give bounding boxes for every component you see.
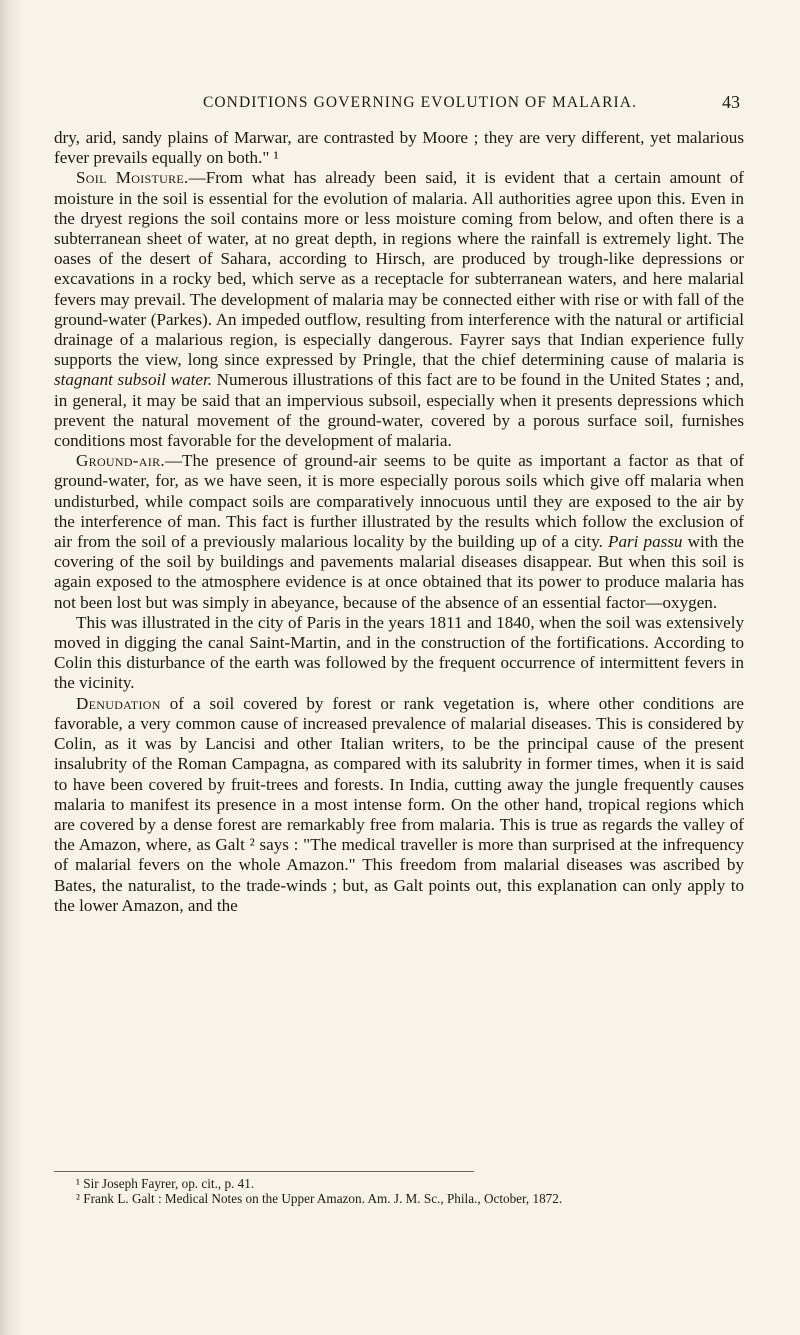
paragraph-ground-air [54, 451, 744, 613]
paragraph-text: of a soil covered by forest or rank vegetation is, where other conditions are favorable, a very common cause of increased prevalence of malarial diseases. This is considered by Colin, as it was by Lancisi and other Italian writers, to be the principal cause of the present insalubrity of the Roman Campagna, as compared with its salubrity in former times, when it is said to have been covered by fruit-trees and forests. In India, cutting away the jungle frequently causes malaria to manifest its presence in a most intense form. On the other hand, tropical regions which are covered by a dense forest are remarkably free from malaria. This is true as regards the valley of the Amazon, where, as Galt ² says : "The medical traveller is more than surprised at the infrequency of malarial fevers on the whole Amazon." This freedom from malarial diseases was ascribed by Bates, the naturalist, to the trade-winds ; but, as Galt points out, this explanation can only apply to the lower Amazon, and the [54, 693, 744, 915]
footnote-2: ² Frank L. Galt : Medical Notes on the Upper Amazon. Am. J. M. Sc., Phila., October, 1872. [76, 1191, 563, 1206]
section-heading-ground-air: Ground-air. [76, 451, 165, 471]
body-text [54, 128, 744, 916]
page-number: 43 [722, 92, 740, 112]
paragraph-denudation [54, 694, 744, 916]
paragraph-continued: dry, arid, sandy plains of Marwar, are contrasted by Moore ; they are very different, yet malarious fever prevails equally on both." ¹ [54, 128, 744, 168]
section-heading-denudation: Denudation [76, 693, 161, 713]
paragraph-paris: This was illustrated in the city of Paris in the years 1811 and 1840, when the soil was extensively moved in digging the canal Saint-Martin, and in the construction of the fortifications. According to Colin this disturbance of the earth was followed by the frequent occurrence of intermittent fevers in the vicinity. [54, 612, 744, 693]
running-head [100, 94, 740, 114]
paragraph-text: —The presence of ground-air seems to be quite as important a factor as that of ground-water, for, as we have seen, it is more especially porous soils which give off malaria when undisturbed, while compact soils are comparatively innocuous until they are exposed to the air by the interference of man. This fact is further illustrated by the results which follow the exclusion of air from the soil of a previously malarious locality by the building up of a city. [54, 451, 744, 552]
paragraph-text: —From what has already been said, it is evident that a certain amount of moisture in the soil is essential for the evolution of malaria. All authorities agree upon this. Even in the dryest regions the soil contains more or less moisture coming from below, and often there is a subterranean sheet of water, at no great depth, in regions where the rainfall is extremely light. The oases of the desert of Sahara, according to Hirsch, are produced by trough-like depressions or excavations in a rocky bed, which serve as a receptacle for subterranean waters, and here malarial fevers may prevail. The development of malaria may be connected either with rise or with fall of the ground-water (Parkes). An impeded outflow, resulting from interference with the natural or artificial drainage of a malarious region, is especially dangerous. Fayrer says that Indian experience fully supports the view, long since expressed by Pringle, that the chief determining cause of malaria is [54, 168, 744, 370]
footnotes [54, 1171, 744, 1206]
paragraph-text-cont: Numerous illustrations of this fact are to be found in the United States ; and, in general, it may be said that an impervious subsoil, especially when it presents depressions which prevent the natural movement of the ground-water, covered by a porous surface soil, furnishes conditions most favorable for the development of malaria. [54, 370, 744, 451]
paragraph-soil-moisture [54, 168, 744, 451]
footnote-rule [54, 1171, 474, 1172]
footnote-1: ¹ Sir Joseph Fayrer, op. cit., p. 41. [76, 1176, 255, 1191]
section-heading-soil-moisture: Soil Moisture. [76, 168, 189, 188]
emphasis-text: stagnant subsoil water. [54, 370, 212, 390]
paragraph-text-cont: with the covering of the soil by buildings and pavements malarial diseases disappear. But when this soil is again exposed to the atmosphere evidence is at once obtained that its power to produce malaria has not been lost but was simply in abeyance, because of the absence of an essential factor—oxygen. [54, 532, 744, 612]
emphasis-text: Pari passu [608, 532, 683, 552]
running-title: CONDITIONS GOVERNING EVOLUTION OF MALARIA. [202, 94, 638, 111]
